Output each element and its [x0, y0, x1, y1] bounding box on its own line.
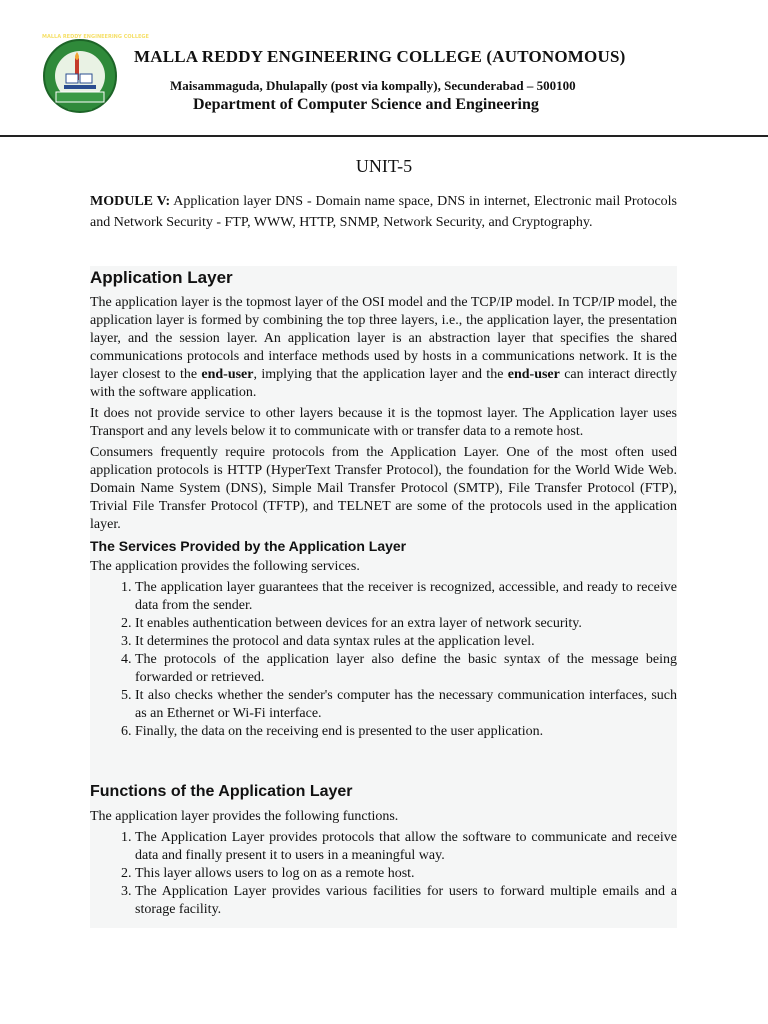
list-item: 6. Finally, the data on the receiving end is presented to the user application. — [135, 723, 677, 741]
functions-intro: The application layer provides the following functions. — [90, 809, 399, 824]
list-item: 1. The application layer guarantees that the receiver is recognized, accessible, and ready to receive data from the sender. — [135, 579, 677, 615]
college-logo — [42, 34, 149, 118]
department-name: Department of Computer Science and Engineering — [193, 96, 539, 113]
list-item: 2. It enables authentication between devices for an extra layer of network security. — [135, 615, 677, 633]
list-item: 4. The protocols of the application layer also define the basic syntax of the message being forwarded or retrieved. — [135, 651, 677, 687]
end-user-term: end-user — [201, 367, 254, 382]
header-divider — [0, 135, 768, 137]
paragraph-protocols: Consumers frequently require protocols from the Application Layer. One of the most often used application protocols is HTTP (HyperText Transfer Protocol), the foundation for the World Wide Web. Domain Name System (DNS), Simple Mail Transfer Protocol (SMTP), File Transfer Protocol (FTP), Trivial File Transfer Protocol (TFTP), and TELNET are some of the protocols used in the application layer. — [90, 445, 677, 532]
end-user-term-2: end-user — [507, 367, 560, 382]
paragraph-topmost: It does not provide service to other layers because it is the topmost layer. The Application layer uses Transport and any levels below it to communicate with or transfer data to a remote host. — [90, 406, 677, 439]
list-item: 5. It also checks whether the sender's computer has the necessary communication interfaces, such as an Ethernet or Wi-Fi interface. — [135, 687, 677, 723]
module-description — [90, 192, 677, 233]
list-item: 3. The Application Layer provides various facilities for users to forward multiple emails and a storage facility. — [135, 883, 677, 919]
college-address: Maisammaguda, Dhulapally (post via kompally), Secunderabad – 500100 — [170, 78, 576, 93]
paragraph-intro — [90, 294, 677, 402]
module-label: MODULE V: — [90, 194, 171, 209]
services-list — [90, 579, 677, 741]
functions-heading: Functions of the Application Layer — [90, 783, 353, 800]
college-name: MALLA REDDY ENGINEERING COLLEGE (AUTONOMOUS) — [134, 47, 626, 66]
application-layer-heading: Application Layer — [90, 268, 233, 287]
paragraph-intro-text-3: can interact directly with the software application. — [90, 367, 678, 400]
college-emblem-icon — [42, 34, 149, 118]
list-item: 3. It determines the protocol and data syntax rules at the application level. — [135, 633, 677, 651]
paragraph-intro-text: The application layer is the topmost layer of the OSI model and the TCP/IP model. In TCP/IP model, the application layer is formed by combining the top three layers, i.e., the application layer, the presentation layer, and the session layer. An application layer is an abstraction layer that specifies the shared communications protocols and interface methods used by hosts in a communications network. It is the layer closest to the — [90, 295, 677, 382]
list-item: 1. The Application Layer provides protocols that allow the software to communicate and receive data and finally present it to users in a meaningful way. — [135, 829, 677, 865]
content-block — [90, 266, 677, 928]
services-heading: The Services Provided by the Application Layer — [90, 538, 407, 554]
logo-text: MALLA REDDY ENGINEERING COLLEGE — [42, 34, 149, 40]
functions-list — [90, 829, 677, 919]
module-text: Application layer DNS - Domain name space, DNS in internet, Electronic mail Protocols and Network Security - FTP, WWW, HTTP, SNMP, Network Security, and Cryptography. — [90, 194, 678, 230]
unit-title: UNIT-5 — [355, 156, 413, 176]
services-intro: The application provides the following services. — [90, 559, 360, 574]
list-item: 2. This layer allows users to log on as a remote host. — [135, 865, 677, 883]
paragraph-intro-text-2: , implying that the application layer and the — [253, 367, 508, 382]
